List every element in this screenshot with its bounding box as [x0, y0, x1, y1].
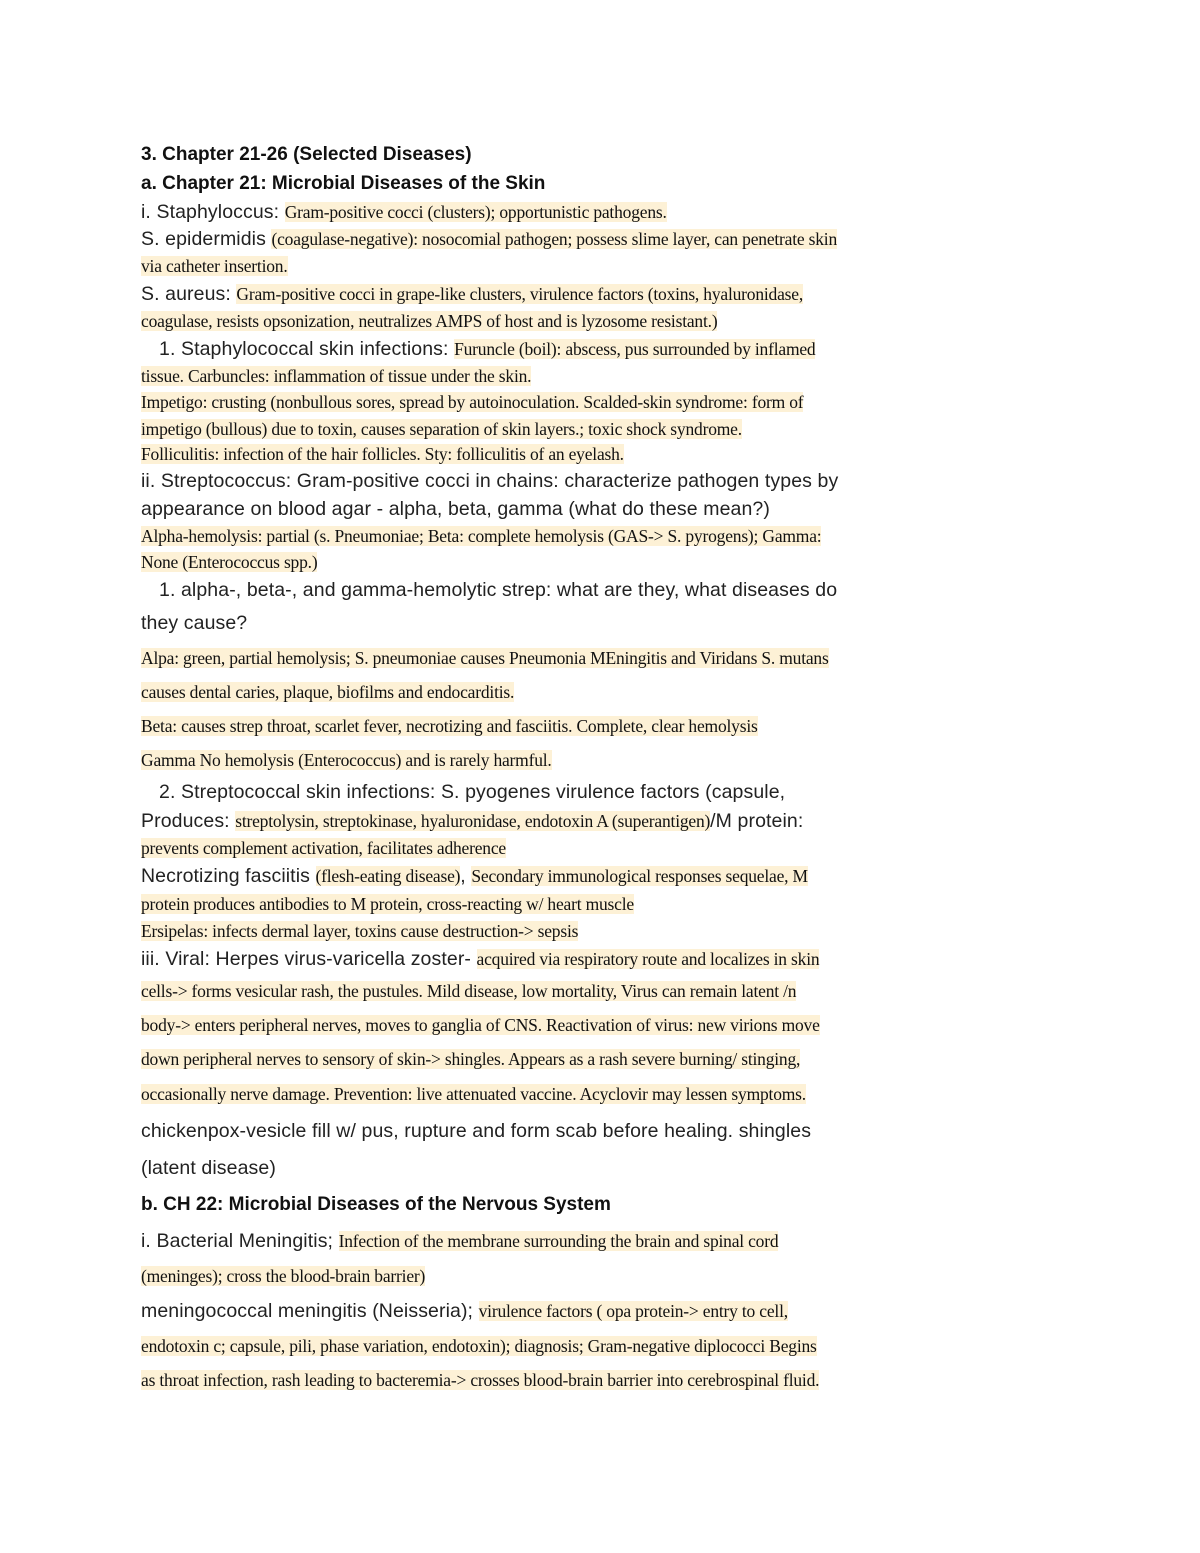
document-page: [141, 140, 941, 1397]
question-1-line-2: they cause?: [141, 612, 248, 634]
aureus-line: [141, 280, 941, 308]
alpa-line: [141, 641, 941, 675]
viral-label: iii. Viral: Herpes virus-varicella zoster-: [141, 948, 477, 970]
gamma-note: Gamma No hemolysis (Enterococcus) and is rarely harmful.: [141, 750, 552, 770]
impetigo-line-2: [141, 416, 941, 442]
ersipelas-line: [141, 918, 941, 945]
staph-label: i. Staphyloccus:: [141, 201, 285, 223]
hemolysis-note: Alpha-hemolysis: partial (s. Pneumoniae; Beta: complete hemolysis (GAS-> S. pyrogens); Gamma:: [141, 526, 822, 546]
viral-note: acquired via respiratory route and localizes in skin: [476, 949, 820, 969]
bacterial-meningitis-line: [141, 1223, 941, 1259]
viral-line-3: [141, 1008, 941, 1042]
complement-note: prevents complement activation, facilitates adherence: [141, 838, 506, 858]
necrotizing-comma: ,: [460, 865, 472, 887]
aureus-line-2: [141, 308, 941, 335]
bacterial-meningitis-label: i. Bacterial Meningitis;: [141, 1230, 339, 1252]
viral-note-5: occasionally nerve damage. Prevention: live attenuated vaccine. Acyclovir may lessen symptoms.: [141, 1084, 806, 1104]
viral-note-4: down peripheral nerves to sensory of skin-> shingles. Appears as a rash severe burning/ stinging,: [141, 1049, 801, 1069]
aureus-note-cont: coagulase, resists opsonization, neutralizes AMPS of host and is lyzosome resistant.): [141, 311, 718, 331]
meningococcal-line-3: [141, 1363, 941, 1397]
section-title: 3. Chapter 21-26 (Selected Diseases): [141, 144, 472, 165]
impetigo-note: Impetigo: crusting (nonbullous sores, spread by autoinoculation. Scalded-skin syndrome: form of: [141, 392, 804, 412]
meningococcal-line-2: [141, 1329, 941, 1363]
complement-line: [141, 835, 941, 862]
staph-infections-line-2: [141, 363, 941, 389]
beta-line: [141, 709, 941, 743]
produces-line: [141, 807, 941, 835]
impetigo-note-cont: impetigo (bullous) due to toxin, causes separation of skin layers.; toxic shock syndrome.: [141, 419, 742, 439]
beta-note: Beta: causes strep throat, scarlet fever, necrotizing and fasciitis. Complete, clear hemolysis: [141, 716, 758, 736]
chapter-22-heading: b. CH 22: Microbial Diseases of the Nervous System: [141, 1194, 611, 1215]
chapter-21-heading: a. Chapter 21: Microbial Diseases of the Skin: [141, 173, 546, 194]
epidermidis-line-2: [141, 253, 941, 280]
hemolysis-line-2: [141, 549, 941, 575]
produces-label: Produces:: [141, 810, 236, 832]
folliculitis-line: [141, 442, 941, 467]
bacterial-meningitis-note-cont: (meninges); cross the blood-brain barrier): [141, 1266, 426, 1286]
epidermidis-line: [141, 226, 941, 253]
alpa-note-cont: causes dental caries, plaque, biofilms and endocarditis.: [141, 682, 515, 702]
meningococcal-label: meningococcal meningitis (Neisseria);: [141, 1300, 479, 1322]
strep-line-2: appearance on blood agar - alpha, beta, gamma (what do these mean?): [141, 498, 770, 520]
epidermidis-note: (coagulase-negative): nosocomial pathogen; possess slime layer, can penetrate skin: [271, 229, 838, 249]
aureus-label: S. aureus:: [141, 283, 237, 305]
staph-infections-line: [141, 335, 941, 363]
folliculitis-note: Folliculitis: infection of the hair follicles. Sty: folliculitis of an eyelash.: [141, 444, 624, 464]
staph-infections-label: 1. Staphylococcal skin infections:: [159, 338, 455, 360]
necrotizing-line: [141, 862, 941, 890]
strep-line: ii. Streptococcus: Gram-positive cocci in chains: characterize pathogen types by: [141, 470, 839, 492]
viral-line-2: [141, 974, 941, 1008]
alpa-line-2: [141, 675, 941, 709]
strep-infections-line: 2. Streptococcal skin infections: S. pyogenes virulence factors (capsule,: [159, 781, 786, 803]
chickenpox-line: chickenpox-vesicle fill w/ pus, rupture and form scab before healing. shingles: [141, 1120, 812, 1142]
m-protein-line: [141, 890, 941, 918]
viral-line: [141, 945, 941, 974]
viral-note-3: body-> enters peripheral nerves, moves to ganglia of CNS. Reactivation of virus: new virions move: [141, 1015, 820, 1035]
sequelae-note: Secondary immunological responses sequelae, M: [471, 866, 808, 886]
aureus-note: Gram-positive cocci in grape-like clusters, virulence factors (toxins, hyaluronidase,: [236, 284, 804, 304]
meningococcal-note-3: as throat infection, rash leading to bacteremia-> crosses blood-brain barrier into cerebrospinal fluid.: [141, 1370, 820, 1390]
staph-note: Gram-positive cocci (clusters); opportunistic pathogens.: [284, 202, 667, 222]
necrotizing-note: (flesh-eating disease): [315, 866, 461, 886]
question-1-line: 1. alpha-, beta-, and gamma-hemolytic strep: what are they, what diseases do: [159, 579, 838, 601]
chickenpox-line-2: (latent disease): [141, 1157, 276, 1179]
meningococcal-note-2: endotoxin c; capsule, pili, phase variation, endotoxin); diagnosis; Gram-negative diplococci Begins: [141, 1336, 817, 1356]
staph-infections-note: Furuncle (boil): abscess, pus surrounded by inflamed: [454, 339, 816, 359]
meningococcal-line: [141, 1293, 941, 1329]
gamma-line: [141, 743, 941, 777]
bacterial-meningitis-note: Infection of the membrane surrounding the brain and spinal cord: [338, 1231, 779, 1251]
m-protein-label: /M protein:: [710, 810, 804, 832]
meningococcal-note: virulence factors ( opa protein-> entry to cell,: [478, 1301, 788, 1321]
hemolysis-note-cont: None (Enterococcus spp.): [141, 552, 318, 572]
alpa-note: Alpa: green, partial hemolysis; S. pneumoniae causes Pneumonia MEningitis and Viridans S. mutans: [141, 648, 829, 668]
hemolysis-line: [141, 523, 941, 549]
staph-line: [141, 198, 941, 226]
staph-infections-note-cont: tissue. Carbuncles: inflammation of tissue under the skin.: [141, 366, 532, 386]
ersipelas-note: Ersipelas: infects dermal layer, toxins cause destruction-> sepsis: [141, 921, 579, 941]
viral-note-2: cells-> forms vesicular rash, the pustules. Mild disease, low mortality, Virus can remain latent /n: [141, 981, 797, 1001]
bacterial-meningitis-line-2: [141, 1259, 941, 1293]
viral-line-4: [141, 1042, 941, 1076]
necrotizing-label: Necrotizing fasciitis: [141, 865, 316, 887]
epidermidis-note-cont: via catheter insertion.: [141, 256, 288, 276]
produces-note: streptolysin, streptokinase, hyaluronidase, endotoxin A (superantigen): [235, 811, 711, 831]
m-protein-note: protein produces antibodies to M protein, cross-reacting w/ heart muscle: [141, 894, 634, 914]
impetigo-line: [141, 389, 941, 416]
viral-line-5: [141, 1076, 941, 1113]
epidermidis-label: S. epidermidis: [141, 228, 272, 250]
